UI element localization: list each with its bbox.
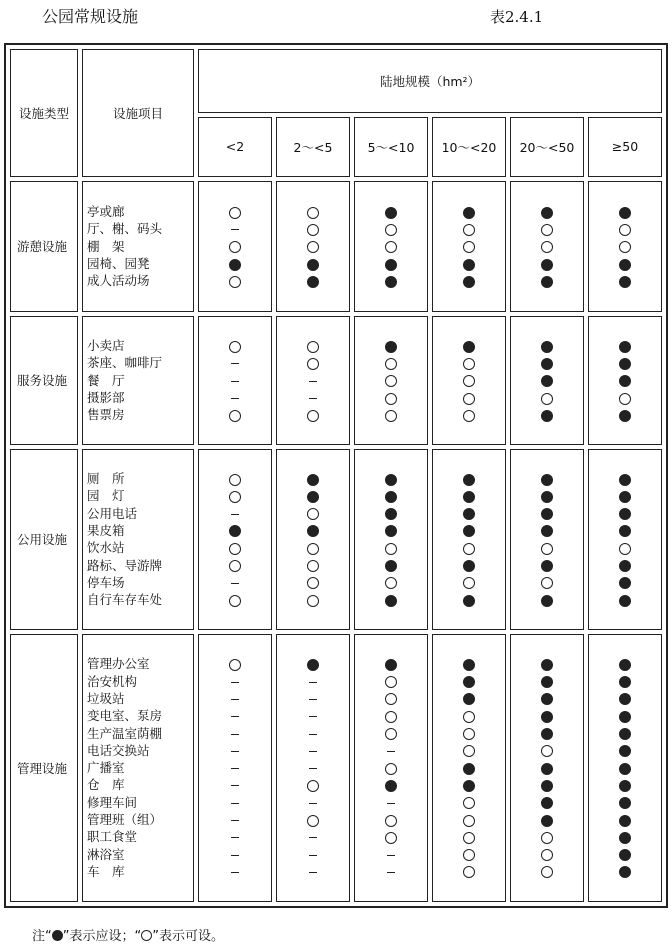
required-circle-icon (463, 560, 475, 572)
scale-cell (354, 634, 428, 902)
not-applicable-dash (231, 734, 239, 735)
required-circle-icon (385, 276, 397, 288)
optional-circle-icon (385, 543, 397, 555)
optional-circle-icon (229, 560, 241, 572)
optional-circle-icon (541, 832, 553, 844)
optional-circle-icon (541, 745, 553, 757)
optional-circle-icon (229, 207, 241, 219)
scale-cell (510, 316, 584, 445)
facility-item: 自行车存车处 (87, 592, 163, 608)
optional-circle-icon (307, 560, 319, 572)
optional-circle-icon (307, 358, 319, 370)
facility-items (82, 634, 194, 902)
optional-circle-icon (307, 577, 319, 589)
optional-circle-icon (463, 866, 475, 878)
not-applicable-dash (309, 768, 317, 769)
required-circle-icon (619, 659, 631, 671)
not-applicable-dash (231, 855, 239, 856)
optional-circle-icon (463, 224, 475, 236)
scale-cell (354, 316, 428, 445)
optional-circle-icon (385, 711, 397, 723)
not-applicable-dash (231, 699, 239, 700)
required-circle-icon (619, 207, 631, 219)
required-circle-icon (463, 341, 475, 353)
optional-circle-icon (229, 659, 241, 671)
required-circle-icon (385, 259, 397, 271)
optional-circle-icon (463, 745, 475, 757)
required-circle-icon (229, 525, 241, 537)
not-applicable-dash (231, 716, 239, 717)
scale-cell (432, 181, 506, 312)
not-applicable-dash (309, 803, 317, 804)
optional-circle-icon (307, 207, 319, 219)
required-circle-icon (541, 693, 553, 705)
required-circle-icon (619, 693, 631, 705)
scale-cell (198, 316, 272, 445)
header-facility-item: 设施项目 (82, 49, 194, 177)
scale-cell (510, 449, 584, 630)
header-scale-col: 2～<5 (276, 117, 350, 177)
optional-circle-icon (307, 543, 319, 555)
required-circle-icon (541, 595, 553, 607)
required-circle-icon (463, 693, 475, 705)
optional-circle-icon (541, 224, 553, 236)
optional-circle-icon (229, 341, 241, 353)
required-circle-icon (619, 474, 631, 486)
optional-circle-icon (619, 543, 631, 555)
scale-cell (510, 634, 584, 902)
required-circle-icon (463, 763, 475, 775)
header-scale-col: 20～<50 (510, 117, 584, 177)
required-circle-icon (229, 259, 241, 271)
facility-type: 服务设施 (10, 316, 78, 445)
optional-circle-icon (619, 241, 631, 253)
facility-type: 游憩设施 (10, 181, 78, 312)
not-applicable-dash (231, 803, 239, 804)
facility-item: 厅、榭、码头 (87, 221, 163, 237)
required-circle-icon (619, 595, 631, 607)
required-circle-icon (463, 676, 475, 688)
optional-circle-icon (385, 728, 397, 740)
required-circle-icon (541, 711, 553, 723)
header-land-scale: 陆地规模（hm²） (198, 49, 662, 113)
required-circle-icon (619, 745, 631, 757)
scale-cell (588, 316, 662, 445)
optional-circle-icon (541, 849, 553, 861)
required-circle-icon (619, 341, 631, 353)
scale-cell (276, 316, 350, 445)
required-circle-icon (307, 491, 319, 503)
optional-circle-icon (229, 491, 241, 503)
not-applicable-dash (309, 682, 317, 683)
facility-type: 管理设施 (10, 634, 78, 902)
scale-cell (354, 449, 428, 630)
facility-item: 餐 厅 (87, 372, 125, 388)
optional-circle-icon (229, 410, 241, 422)
required-circle-icon (463, 525, 475, 537)
optional-circle-icon (463, 711, 475, 723)
optional-circle-icon (307, 410, 319, 422)
facility-item: 公用电话 (87, 505, 138, 521)
required-circle-icon (541, 728, 553, 740)
required-circle-icon (463, 659, 475, 671)
not-applicable-dash (231, 514, 239, 515)
facility-item: 广播室 (87, 760, 125, 776)
not-applicable-dash (309, 837, 317, 838)
optional-circle-icon (385, 832, 397, 844)
required-circle-icon (619, 491, 631, 503)
required-circle-icon (619, 780, 631, 792)
group-row (10, 634, 662, 902)
required-circle-icon (541, 763, 553, 775)
optional-circle-icon (307, 341, 319, 353)
optional-circle-icon (541, 577, 553, 589)
optional-circle-icon (307, 508, 319, 520)
optional-circle-icon (385, 375, 397, 387)
required-circle-icon (619, 676, 631, 688)
group-row (10, 316, 662, 445)
optional-circle-icon (385, 410, 397, 422)
header-scale-col: 5～<10 (354, 117, 428, 177)
facility-item: 小卖店 (87, 338, 125, 354)
required-circle-icon (619, 560, 631, 572)
not-applicable-dash (387, 751, 395, 752)
required-circle-icon (385, 474, 397, 486)
facility-item: 生产温室荫棚 (87, 725, 163, 741)
required-circle-icon (619, 525, 631, 537)
optional-circle-icon (463, 241, 475, 253)
required-circle-icon (307, 659, 319, 671)
header-scale-col: 10～<20 (432, 117, 506, 177)
required-circle-icon (541, 276, 553, 288)
optional-circle-icon (541, 393, 553, 405)
required-circle-icon (463, 276, 475, 288)
not-applicable-dash (309, 699, 317, 700)
optional-circle-icon (463, 393, 475, 405)
optional-circle-icon (385, 693, 397, 705)
optional-circle-icon (229, 595, 241, 607)
optional-circle-icon (385, 815, 397, 827)
optional-circle-icon (307, 224, 319, 236)
facility-item: 厕 所 (87, 471, 125, 487)
required-circle-icon (619, 508, 631, 520)
required-circle-icon (385, 207, 397, 219)
optional-circle-icon (385, 763, 397, 775)
facility-item: 成人活动场 (87, 273, 150, 289)
not-applicable-dash (387, 803, 395, 804)
required-circle-icon (463, 595, 475, 607)
optional-circle-icon (385, 676, 397, 688)
required-circle-icon (385, 780, 397, 792)
facility-item: 淋浴室 (87, 846, 125, 862)
not-applicable-dash (231, 381, 239, 382)
facility-item: 变电室、泵房 (87, 708, 163, 724)
required-circle-icon (619, 832, 631, 844)
required-circle-icon (463, 491, 475, 503)
facility-item: 停车场 (87, 574, 125, 590)
required-circle-icon (541, 375, 553, 387)
required-circle-icon (307, 259, 319, 271)
required-circle-icon (463, 207, 475, 219)
required-circle-icon (619, 259, 631, 271)
required-circle-icon (307, 276, 319, 288)
facility-item: 亭或廊 (87, 204, 125, 220)
facility-item: 路标、导游牌 (87, 557, 163, 573)
facility-item: 果皮箱 (87, 522, 125, 538)
not-applicable-dash (231, 583, 239, 584)
facility-item: 电话交换站 (87, 742, 150, 758)
optional-circle-icon (307, 815, 319, 827)
optional-circle-icon (463, 797, 475, 809)
required-circle-icon (541, 410, 553, 422)
scale-cell (276, 181, 350, 312)
not-applicable-dash (231, 837, 239, 838)
facilities-table (4, 43, 668, 908)
not-applicable-dash (231, 785, 239, 786)
not-applicable-dash (231, 682, 239, 683)
required-circle-icon (541, 780, 553, 792)
optional-circle-icon (307, 780, 319, 792)
required-circle-icon (385, 659, 397, 671)
page-title: 公园常规设施 (42, 7, 139, 26)
facility-type: 公用设施 (10, 449, 78, 630)
required-circle-icon (385, 560, 397, 572)
required-circle-icon (619, 866, 631, 878)
required-circle-icon (307, 474, 319, 486)
required-circle-icon (385, 508, 397, 520)
scale-cell (198, 449, 272, 630)
open-circle-icon (141, 930, 152, 941)
scale-cell (432, 449, 506, 630)
optional-circle-icon (541, 241, 553, 253)
optional-circle-icon (541, 543, 553, 555)
not-applicable-dash (231, 872, 239, 873)
facility-item: 管理班（组） (87, 812, 163, 828)
optional-circle-icon (463, 375, 475, 387)
optional-circle-icon (463, 832, 475, 844)
header-scale-col: ≥50 (588, 117, 662, 177)
scale-cell (198, 634, 272, 902)
facility-items (82, 449, 194, 630)
optional-circle-icon (229, 474, 241, 486)
required-circle-icon (619, 815, 631, 827)
required-circle-icon (619, 797, 631, 809)
scale-cell (510, 181, 584, 312)
optional-circle-icon (463, 728, 475, 740)
required-circle-icon (541, 207, 553, 219)
group-row (10, 449, 662, 630)
optional-circle-icon (463, 849, 475, 861)
facility-item: 园 灯 (87, 488, 125, 504)
optional-circle-icon (307, 241, 319, 253)
required-circle-icon (385, 491, 397, 503)
not-applicable-dash (231, 751, 239, 752)
required-circle-icon (541, 508, 553, 520)
facility-item: 职工食堂 (87, 829, 138, 845)
required-circle-icon (541, 358, 553, 370)
required-circle-icon (541, 560, 553, 572)
required-circle-icon (463, 259, 475, 271)
required-circle-icon (541, 797, 553, 809)
facility-item: 车 库 (87, 863, 125, 879)
optional-circle-icon (463, 543, 475, 555)
scale-cell (588, 181, 662, 312)
not-applicable-dash (387, 855, 395, 856)
not-applicable-dash (231, 398, 239, 399)
optional-circle-icon (385, 577, 397, 589)
facility-item: 售票房 (87, 407, 125, 423)
scale-cell (354, 181, 428, 312)
required-circle-icon (541, 676, 553, 688)
not-applicable-dash (231, 229, 239, 230)
not-applicable-dash (309, 855, 317, 856)
not-applicable-dash (231, 820, 239, 821)
header-facility-type: 设施类型 (10, 49, 78, 177)
facility-item: 治安机构 (87, 673, 138, 689)
required-circle-icon (619, 410, 631, 422)
required-circle-icon (619, 849, 631, 861)
filled-circle-icon (52, 930, 63, 941)
not-applicable-dash (231, 363, 239, 364)
optional-circle-icon (463, 577, 475, 589)
not-applicable-dash (387, 872, 395, 873)
optional-circle-icon (619, 224, 631, 236)
optional-circle-icon (463, 358, 475, 370)
scale-cell (588, 449, 662, 630)
required-circle-icon (385, 525, 397, 537)
required-circle-icon (385, 341, 397, 353)
facility-item: 仓 库 (87, 777, 125, 793)
optional-circle-icon (229, 276, 241, 288)
optional-circle-icon (229, 241, 241, 253)
required-circle-icon (619, 711, 631, 723)
optional-circle-icon (463, 410, 475, 422)
optional-circle-icon (385, 241, 397, 253)
facility-item: 摄影部 (87, 390, 125, 406)
required-circle-icon (541, 259, 553, 271)
not-applicable-dash (309, 751, 317, 752)
not-applicable-dash (309, 716, 317, 717)
facility-items (82, 316, 194, 445)
facility-item: 茶座、咖啡厅 (87, 355, 163, 371)
optional-circle-icon (463, 815, 475, 827)
required-circle-icon (619, 577, 631, 589)
required-circle-icon (619, 276, 631, 288)
optional-circle-icon (385, 358, 397, 370)
required-circle-icon (619, 375, 631, 387)
scale-cell (198, 181, 272, 312)
not-applicable-dash (309, 381, 317, 382)
table-number: 表2.4.1 (490, 8, 544, 26)
facility-items (82, 181, 194, 312)
optional-circle-icon (619, 393, 631, 405)
optional-circle-icon (385, 393, 397, 405)
not-applicable-dash (309, 398, 317, 399)
group-row (10, 181, 662, 312)
required-circle-icon (541, 491, 553, 503)
scale-cell (432, 316, 506, 445)
required-circle-icon (463, 508, 475, 520)
not-applicable-dash (309, 734, 317, 735)
header-scale-col: <2 (198, 117, 272, 177)
required-circle-icon (541, 474, 553, 486)
facility-item: 管理办公室 (87, 656, 150, 672)
required-circle-icon (385, 595, 397, 607)
optional-circle-icon (385, 224, 397, 236)
optional-circle-icon (541, 866, 553, 878)
required-circle-icon (541, 815, 553, 827)
required-circle-icon (619, 763, 631, 775)
required-circle-icon (541, 341, 553, 353)
facility-item: 棚 架 (87, 238, 125, 254)
optional-circle-icon (307, 595, 319, 607)
required-circle-icon (307, 525, 319, 537)
required-circle-icon (619, 358, 631, 370)
facility-item: 饮水站 (87, 540, 125, 556)
required-circle-icon (541, 525, 553, 537)
required-circle-icon (463, 474, 475, 486)
optional-circle-icon (229, 543, 241, 555)
scale-cell (276, 634, 350, 902)
scale-cell (432, 634, 506, 902)
scale-cell (276, 449, 350, 630)
required-circle-icon (463, 780, 475, 792)
not-applicable-dash (231, 768, 239, 769)
not-applicable-dash (309, 872, 317, 873)
legend-note: 注“ ”表示应设；“ ”表示可设。 (32, 929, 224, 944)
facility-item: 垃圾站 (87, 690, 125, 706)
facility-item: 园椅、园凳 (87, 256, 150, 272)
required-circle-icon (619, 728, 631, 740)
required-circle-icon (541, 659, 553, 671)
scale-cell (588, 634, 662, 902)
facility-item: 修理车间 (87, 794, 138, 810)
